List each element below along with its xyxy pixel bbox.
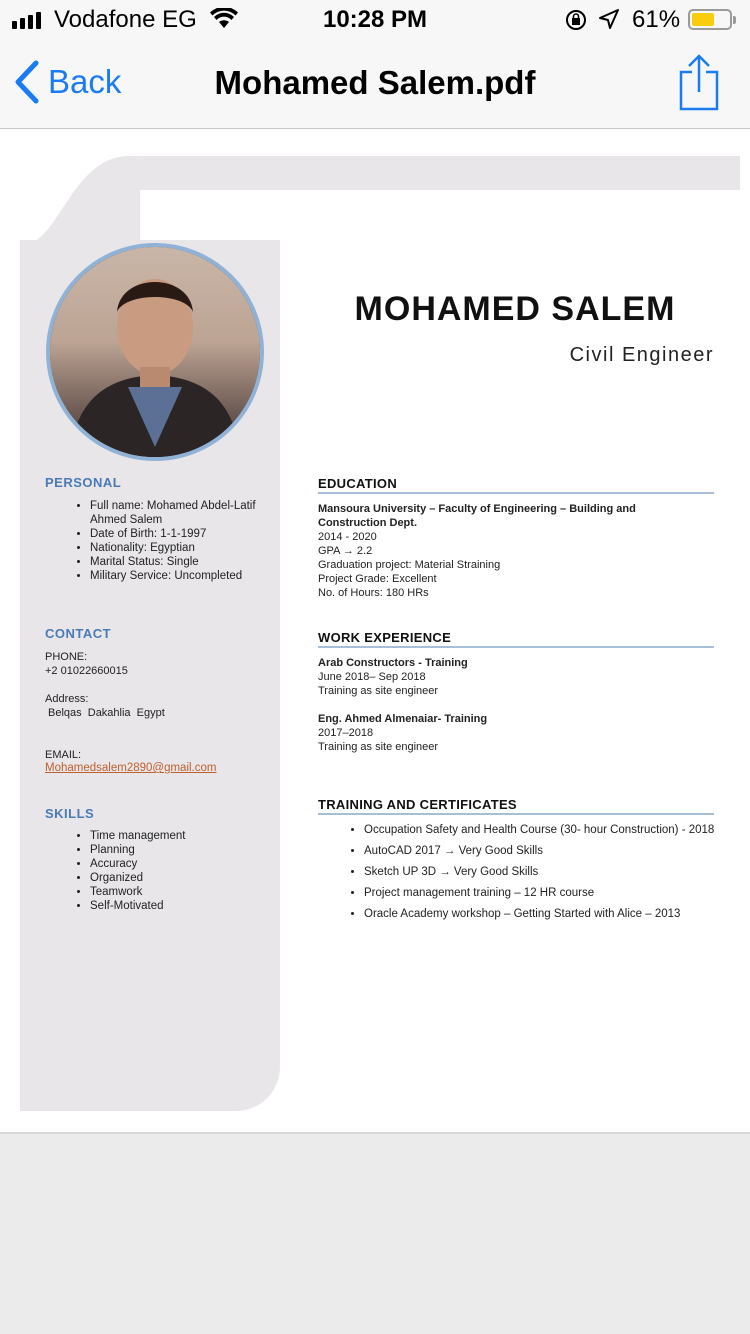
email-link[interactable]: Mohamedsalem2890@gmail.com: [45, 762, 217, 774]
share-icon[interactable]: [676, 54, 722, 112]
status-bar: [0, 0, 750, 40]
education-line: No. of Hours: 180 HRs: [318, 587, 429, 599]
list-item: • Military Service: Uncompleted: [90, 569, 280, 583]
skills-section-title: SKILLS: [45, 806, 95, 821]
list-item: • Self-Motivated: [90, 899, 280, 913]
carrier-name: Vodafone EG: [54, 6, 197, 33]
document-title: Mohamed Salem.pdf: [214, 64, 536, 101]
main-content-panel: [280, 190, 740, 1120]
personal-list: [66, 499, 280, 583]
education-section-title: EDUCATION: [318, 476, 398, 491]
list-item: • Project management training – 12 HR course: [364, 883, 744, 904]
section-divider: [318, 492, 714, 494]
back-label: Back: [48, 63, 122, 100]
list-item: • Sketch UP 3D → Very Good Skills: [364, 862, 744, 883]
training-list: [340, 820, 744, 925]
rotation-lock-icon: [564, 8, 588, 32]
education-line: Graduation project: Material Straining: [318, 559, 501, 571]
address-value: Belqas Dakahlia Egypt: [48, 707, 165, 719]
job-heading: Eng. Ahmed Almenaiar- Training: [318, 713, 488, 725]
phone-label: PHONE:: [45, 651, 88, 663]
list-item: • Full name: Mohamed Abdel-Latif Ahmed Salem: [90, 499, 280, 527]
phone-number: +2 01022660015: [45, 665, 128, 677]
job-description: Training as site engineer: [318, 685, 439, 697]
list-item: • Nationality: Egyptian: [90, 541, 280, 555]
job-dates: 2017–2018: [318, 727, 374, 739]
education-line: Project Grade: Excellent: [318, 573, 437, 585]
cv-job-title: Civil Engineer: [569, 344, 714, 366]
list-item: • Planning: [90, 843, 280, 857]
section-divider: [318, 813, 714, 815]
list-item: • Occupation Safety and Health Course (30- hour Construction) - 2018: [364, 820, 744, 841]
list-item: • Oracle Academy workshop – Getting Started with Alice – 2013: [364, 904, 744, 925]
list-item: • Accuracy: [90, 857, 280, 871]
list-item: • Time management: [90, 829, 280, 843]
email-label: EMAIL:: [45, 749, 82, 761]
education-school: Mansoura University – Faculty of Engineering – Building and Construction Dept.: [318, 503, 636, 529]
list-item: • Organized: [90, 871, 280, 885]
address-label: Address:: [45, 693, 89, 705]
list-item: • AutoCAD 2017 → Very Good Skills: [364, 841, 744, 862]
education-line: GPA → 2.2: [318, 545, 373, 557]
training-section-title: TRAINING AND CERTIFICATES: [318, 797, 517, 812]
job-description: Training as site engineer: [318, 741, 439, 753]
list-item: • Marital Status: Single: [90, 555, 280, 569]
location-arrow-icon: [598, 8, 620, 30]
profile-photo: [46, 243, 264, 461]
header-curve-shape: [20, 156, 140, 246]
job-heading: Arab Constructors - Training: [318, 657, 468, 669]
personal-section-title: PERSONAL: [45, 475, 122, 490]
navigation-bar: [0, 40, 750, 129]
contact-section-title: CONTACT: [45, 626, 112, 641]
clock-time: 10:28 PM: [322, 6, 428, 33]
section-divider: [318, 646, 714, 648]
battery-icon: [688, 9, 732, 30]
cv-name: MOHAMED SALEM: [354, 290, 676, 328]
list-item: • Teamwork: [90, 885, 280, 899]
education-line: 2014 - 2020: [318, 531, 377, 543]
page-edge: [0, 1132, 750, 1134]
work-section-title: WORK EXPERIENCE: [318, 630, 452, 645]
list-item: • Date of Birth: 1-1-1997: [90, 527, 280, 541]
job-dates: June 2018– Sep 2018: [318, 671, 426, 683]
skills-list: [66, 829, 280, 913]
battery-percent: 61%: [632, 6, 681, 33]
